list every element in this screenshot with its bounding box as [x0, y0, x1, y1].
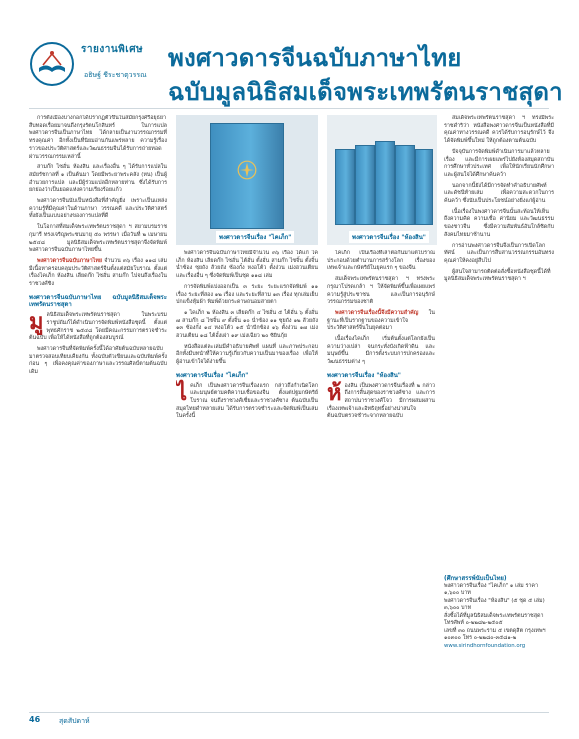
- paragraph: การจัดพิมพ์แบ่งออกเป็น ๓ ระยะ ระยะแรกจัดพิมพ์ ๑๑ เรื่อง ระยะที่สอง ๑๒ เรื่อง และระยะที่สาม ๑๓ เรื่อง ทุกเล่มเย็บปกแข็งหุ้มผ้า พิมพ์ด้วยกระดาษถนอมสายตา: [176, 283, 318, 306]
- paragraph: จำนวน ๓๖ เรื่อง ๑๑๘ เล่ม มีเนื้อหาครอบคลุมประวัติศาสตร์จีนตั้งแต่สมัยโบราณ ตั้งแต่เรื่องไคเภ็ก ห้องสิน เลียดก๊ก ไซฮั่น สามก๊ก ไปจนถึงเรื่องในราชวงศ์ชิง: [29, 257, 167, 288]
- book-photo-hongsin: [327, 115, 437, 245]
- photo-caption: พงศาวดารจีนเรื่อง "ไคเภ็ก": [216, 231, 294, 243]
- info-url: www.sirindhornfoundation.org: [444, 642, 526, 649]
- author-name: อธิษฐ์ ชีระชาตุวรรณ: [84, 71, 147, 79]
- price-info-box: [444, 575, 554, 705]
- column-title: รายงานพิเศษ: [81, 44, 144, 55]
- book-spine: [375, 141, 395, 225]
- paragraph: การตั้งเมืองบางกอกได้ปรากฏตัวขึ้นในสมัยกรุงศรีอยุธยา สืบทอดเรื่อยมาจนถึงกรุงรัตนโกสินทร์ ในการแปลพงศาวดารจีนเป็นภาษาไทย ได้กลายเป็นงานวรรณกรรมที่ทรงคุณค่า อีกทั้งเป็นที่นิยมอ่านกันแพร่หลาย ความรู้เรื่องราวของประวัติศาสตร์และวัฒนธรรมจีนได้รับการถ่ายทอดผ่านวรรณกรรมเหล่านี้: [29, 115, 167, 160]
- paragraph: ลนิธิสมเด็จพระเทพรัตนราชสุดา ในพระบรมราชูปถัมภ์ได้ดำเนินการจัดพิมพ์หนังสือชุดนี้ ตั้งแต่พุทธศักราช ๒๕๔๘ โดยมีคณะกรรมการตรวจชำระต้นฉบับ เพื่อให้ได้หนังสือที่ถูกต้องสมบูรณ์: [29, 312, 167, 342]
- magazine-name: สุดสัปดาห์: [59, 717, 90, 725]
- paragraph: สมเด็จพระเทพรัตนราชสุดา ฯ ทรงพระกรุณาโปรดเกล้า ฯ ให้จัดพิมพ์ขึ้นเพื่อเผยแพร่ความรู้สู่ประชาชน และเป็นการอนุรักษ์วรรณกรรมของชาติ: [327, 276, 435, 306]
- lead-text: พงศาวดารจีนเรื่องนี้จึงมีความสำคัญ: [335, 309, 419, 316]
- paragraph: ปัจจุบันการจัดพิมพ์ดำเนินการมาแล้วหลายเรื่อง และมีการเผยแพร่ไปยังห้องสมุดสถาบันการศึกษาทั่วประเทศ เพื่อให้นักเรียนนักศึกษาและผู้สนใจได้ศึกษาค้นคว้า: [444, 148, 554, 178]
- book-logo-icon: [29, 41, 75, 87]
- info-line: เลขที่ ๓๐ ถนนพระราม ๕ เขตดุสิต กรุงเทพฯ ๑๐๓๐๐ โทร ๐-๒๒๘๐-๓๕๘๑-๒: [444, 627, 546, 641]
- section-heading: พงศาวดารจีนเรื่อง "ห้องสิน": [327, 371, 401, 379]
- book-cover: [210, 123, 284, 229]
- paragraph: สามก๊ก ไซฮั่น ห้องสิน และเรื่องอื่น ๆ ได้รับการแปลในสมัยรัชกาลที่ ๑ เป็นต้นมา โดยมีพระยาพระคลัง (หน) เป็นผู้อำนวยการแปล และมีผู้ร่วมแปลอีกหลายท่าน ซึ่งได้รับการยกย่องว่าเป็นยอดแห่งความเรียงร้อยแก้ว: [29, 164, 167, 194]
- paragraph: พงศาวดารจีนฉบับภาษาไทยมีจำนวน ๓๖ เรื่อง ได้แก่ ไคเภ็ก ห้องสิน เลียดก๊ก ไซฮั่น ไต้ฮั่น ตั้งฮั่น สามก๊ก ไซจิ้น ตั้งจิ้น น่ำซ้อง ซุยถัง ส้วยถัง ซ้องกั๋ง หงอโต้ว ตั้งง่วน เม่งฮวนเตียน และเรื่องอื่น ๆ ซึ่งจัดพิมพ์เป็นชุด ๑๑๘ เล่ม: [176, 250, 318, 280]
- emblem-icon: [235, 158, 259, 182]
- paragraph: พงศาวดารจีนที่จัดพิมพ์ครั้งนี้ได้อาศัยต้นฉบับหลายฉบับมาตรวจสอบเทียบเคียงกัน ทั้งฉบับตัวเขียนและฉบับพิมพ์ครั้งก่อน ๆ เพื่อคงคุณค่าของภาษาและวรรณศิลป์ตามต้นฉบับเดิม: [29, 345, 167, 376]
- paragraph: ในโอกาสที่สมเด็จพระเทพรัตนราชสุดา ฯ สยามบรมราชกุมารี ทรงเจริญพระชนมายุ ๕๐ พรรษา เมื่อวันที่ ๒ เมษายน ๒๕๔๘ มูลนิธิสมเด็จพระเทพรัตนราชสุดาจึงจัดพิมพ์พงศาวดารจีนฉบับภาษาไทยขึ้น: [29, 224, 167, 254]
- book-spine: [415, 149, 433, 225]
- page-number: 46: [29, 715, 41, 724]
- paragraph: เนื้อเรื่องไคเภ็ก เริ่มต้นตั้งแต่โลกยังเป็นความว่างเปล่า จนกระทั่งบังเกิดฟ้าดิน และมนุษย์ขึ้น มีการตั้งระบบการปกครองและวัฒนธรรมต่าง ๆ: [327, 336, 435, 366]
- paragraph: ไคเภ็ก เป็นเรื่องที่เล่าต่อกันมาแต่โบราณ ประกอบด้วยตำนานการสร้างโลก เรื่องของเทพเจ้าและกษัตริย์ในยุคแรก ๆ ของจีน: [327, 250, 435, 272]
- paragraph: ผู้สนใจสามารถติดต่อสั่งซื้อหนังสือชุดนี้ได้ที่มูลนิธิสมเด็จพระเทพรัตนราชสุดา ฯ: [444, 268, 551, 283]
- info-line: พงศาวดารจีนเรื่อง "ห้องสิน" (๕ ชุด ๕ เล่ม) ๓,๖๐๐ บาท: [444, 597, 545, 611]
- drop-cap: ห้: [327, 379, 342, 406]
- book-photo-kaiphek: [176, 115, 318, 245]
- paragraph: สมเด็จพระเทพรัตนราชสุดา ฯ ทรงมีพระราชดำริว่า หนังสือพงศาวดารจีนเป็นหนังสือที่มีคุณค่าทางวรรณคดี ควรได้รับการอนุรักษ์ไว้ จึงได้จัดพิมพ์ขึ้นใหม่ ให้ถูกต้องตามต้นฉบับ: [444, 115, 554, 145]
- paragraph: การอ่านพงศาวดารจีนจึงเป็นการเปิดโลกทัศน์ และเป็นการสืบสานวรรณกรรมอันทรงคุณค่าให้คงอยู่สืบไป: [444, 242, 554, 264]
- paragraph: องสิน เป็นพงศาวดารจีนเรื่องที่ ๒ กล่าวถึงการสิ้นสุดของราชวงศ์ซาง และการสถาปนาราชวงศ์โจว มีการผสมผสานเรื่องเทพเจ้าและอิทธิฤทธิ์อย่างน่าสนใจ ต้นฉบับตรวจชำระจากหลายฉบับ: [327, 382, 435, 420]
- info-line: สั่งซื้อได้ที่มูลนิธิสมเด็จพระเทพรัตนราชสุดา โทรศัพท์ ๐-๒๒๘๒-๒๕๐๕: [444, 612, 544, 626]
- paragraph: เนื้อเรื่องในพงศาวดารจีนนั้นสะท้อนให้เห็นถึงความคิด ความเชื่อ ค่านิยม และวัฒนธรรมของชาวจีน ซึ่งมีความสัมพันธ์อันใกล้ชิดกับสังคมไทยมาช้านาน: [444, 208, 554, 238]
- info-line: พงศาวดารจีนเรื่อง "ไคเภ็ก" ๑ เล่ม ราคา ๑,๖๐๐ บาท: [444, 582, 539, 596]
- book-spine: [395, 145, 415, 225]
- text-column-2: [176, 250, 318, 705]
- paragraph: หนังสือแต่ละเล่มมีคำอธิบายศัพท์ แผนที่ และภาพประกอบ อีกทั้งมีบทนำที่ให้ความรู้เกี่ยวกับความเป็นมาของเรื่อง เพื่อให้ผู้อ่านเข้าใจได้ง่ายขึ้น: [176, 343, 318, 366]
- paragraph: ในฐานะที่เป็นรากฐานของความเข้าใจประวัติศาสตร์จีนในยุคต่อมา: [327, 309, 435, 332]
- text-column-1: [29, 115, 167, 700]
- paragraph: พงศาวดารจีนนับเป็นหนังสือที่สำคัญยิ่ง เพราะเป็นแหล่งความรู้ที่มีคุณค่าในด้านภาษา วรรณคดี และประวัติศาสตร์ ทั้งยังเป็นแบบอย่างของการแปลที่ดี: [29, 198, 167, 220]
- drop-cap: มู: [29, 309, 44, 336]
- title-divider: [29, 108, 549, 109]
- paragraph: นอกจากนี้ยังได้มีการจัดทำคำอธิบายศัพท์และดัชนีท้ายเล่ม เพื่อความสะดวกในการค้นคว้า ซึ่งนับเป็นประโยชน์อย่างยิ่งแก่ผู้อ่าน: [444, 182, 554, 205]
- text-column-3: [327, 250, 435, 705]
- page-title-line-1: พงศาวดารจีนฉบับภาษาไทย: [168, 44, 462, 72]
- paragraph: ๑ ไคเภ็ก ๒ ห้องสิน ๓ เลียดก๊ก ๔ ไซฮั่น ๕ ไต้ฮั่น ๖ ตั้งฮั่น ๗ สามก๊ก ๘ ไซจิ้น ๙ ตั้งจิ้น ๑๐ น่ำซ้อง ๑๑ ซุยถัง ๑๒ ส้วยถัง ๑๓ ซ้องกั๋ง ๑๔ หงอโต้ว ๑๕ น่ำปักซ้อง ๑๖ ตั้งง่วน ๑๗ เม่งฮวนเตียน ๑๘ ไต้อั้งเผ่า ๑๙ เม่งเฉียว ๒๐ ซิยินกุ้ย: [176, 309, 318, 340]
- page-title-line-2: ฉบับมูลนิธิสมเด็จพระเทพรัตนราชสุดา: [168, 78, 563, 106]
- text-column-4: [444, 115, 554, 570]
- photo-caption: พงศาวดารจีนเรื่อง "ห้องสิน": [349, 231, 429, 243]
- paragraph: คเภ็ก เป็นพงศาวดารจีนเรื่องแรก กล่าวถึงกำเนิดโลกและมนุษย์ตามคติความเชื่อของจีน ตั้งแต่ปฐมกษัตริย์โบราณ จนถึงราชวงศ์เซี่ยและราชวงศ์ซาง ต้นฉบับเป็นสมุดไทยดำหลายเล่ม ได้รับการตรวจชำระและจัดพิมพ์เป็นเล่มในครั้งนี้: [176, 382, 318, 420]
- page-footer: [29, 712, 549, 727]
- book-spine: [335, 149, 355, 225]
- book-spine: [355, 145, 375, 225]
- section-heading: พงศาวดารจีนฉบับภาษาไทย ฉบับมูลนิธิสมเด็จพระเทพรัตนราชสุดา: [29, 293, 167, 309]
- drop-cap: ไ: [176, 379, 188, 406]
- info-title: (ศึกษาสรรพ์นับเป็นไทย): [444, 575, 507, 582]
- section-heading: พงศาวดารจีนเรื่อง "ไคเภ็ก": [176, 371, 249, 379]
- lead-text: พงศาวดารจีนฉบับภาษาไทย: [37, 257, 103, 264]
